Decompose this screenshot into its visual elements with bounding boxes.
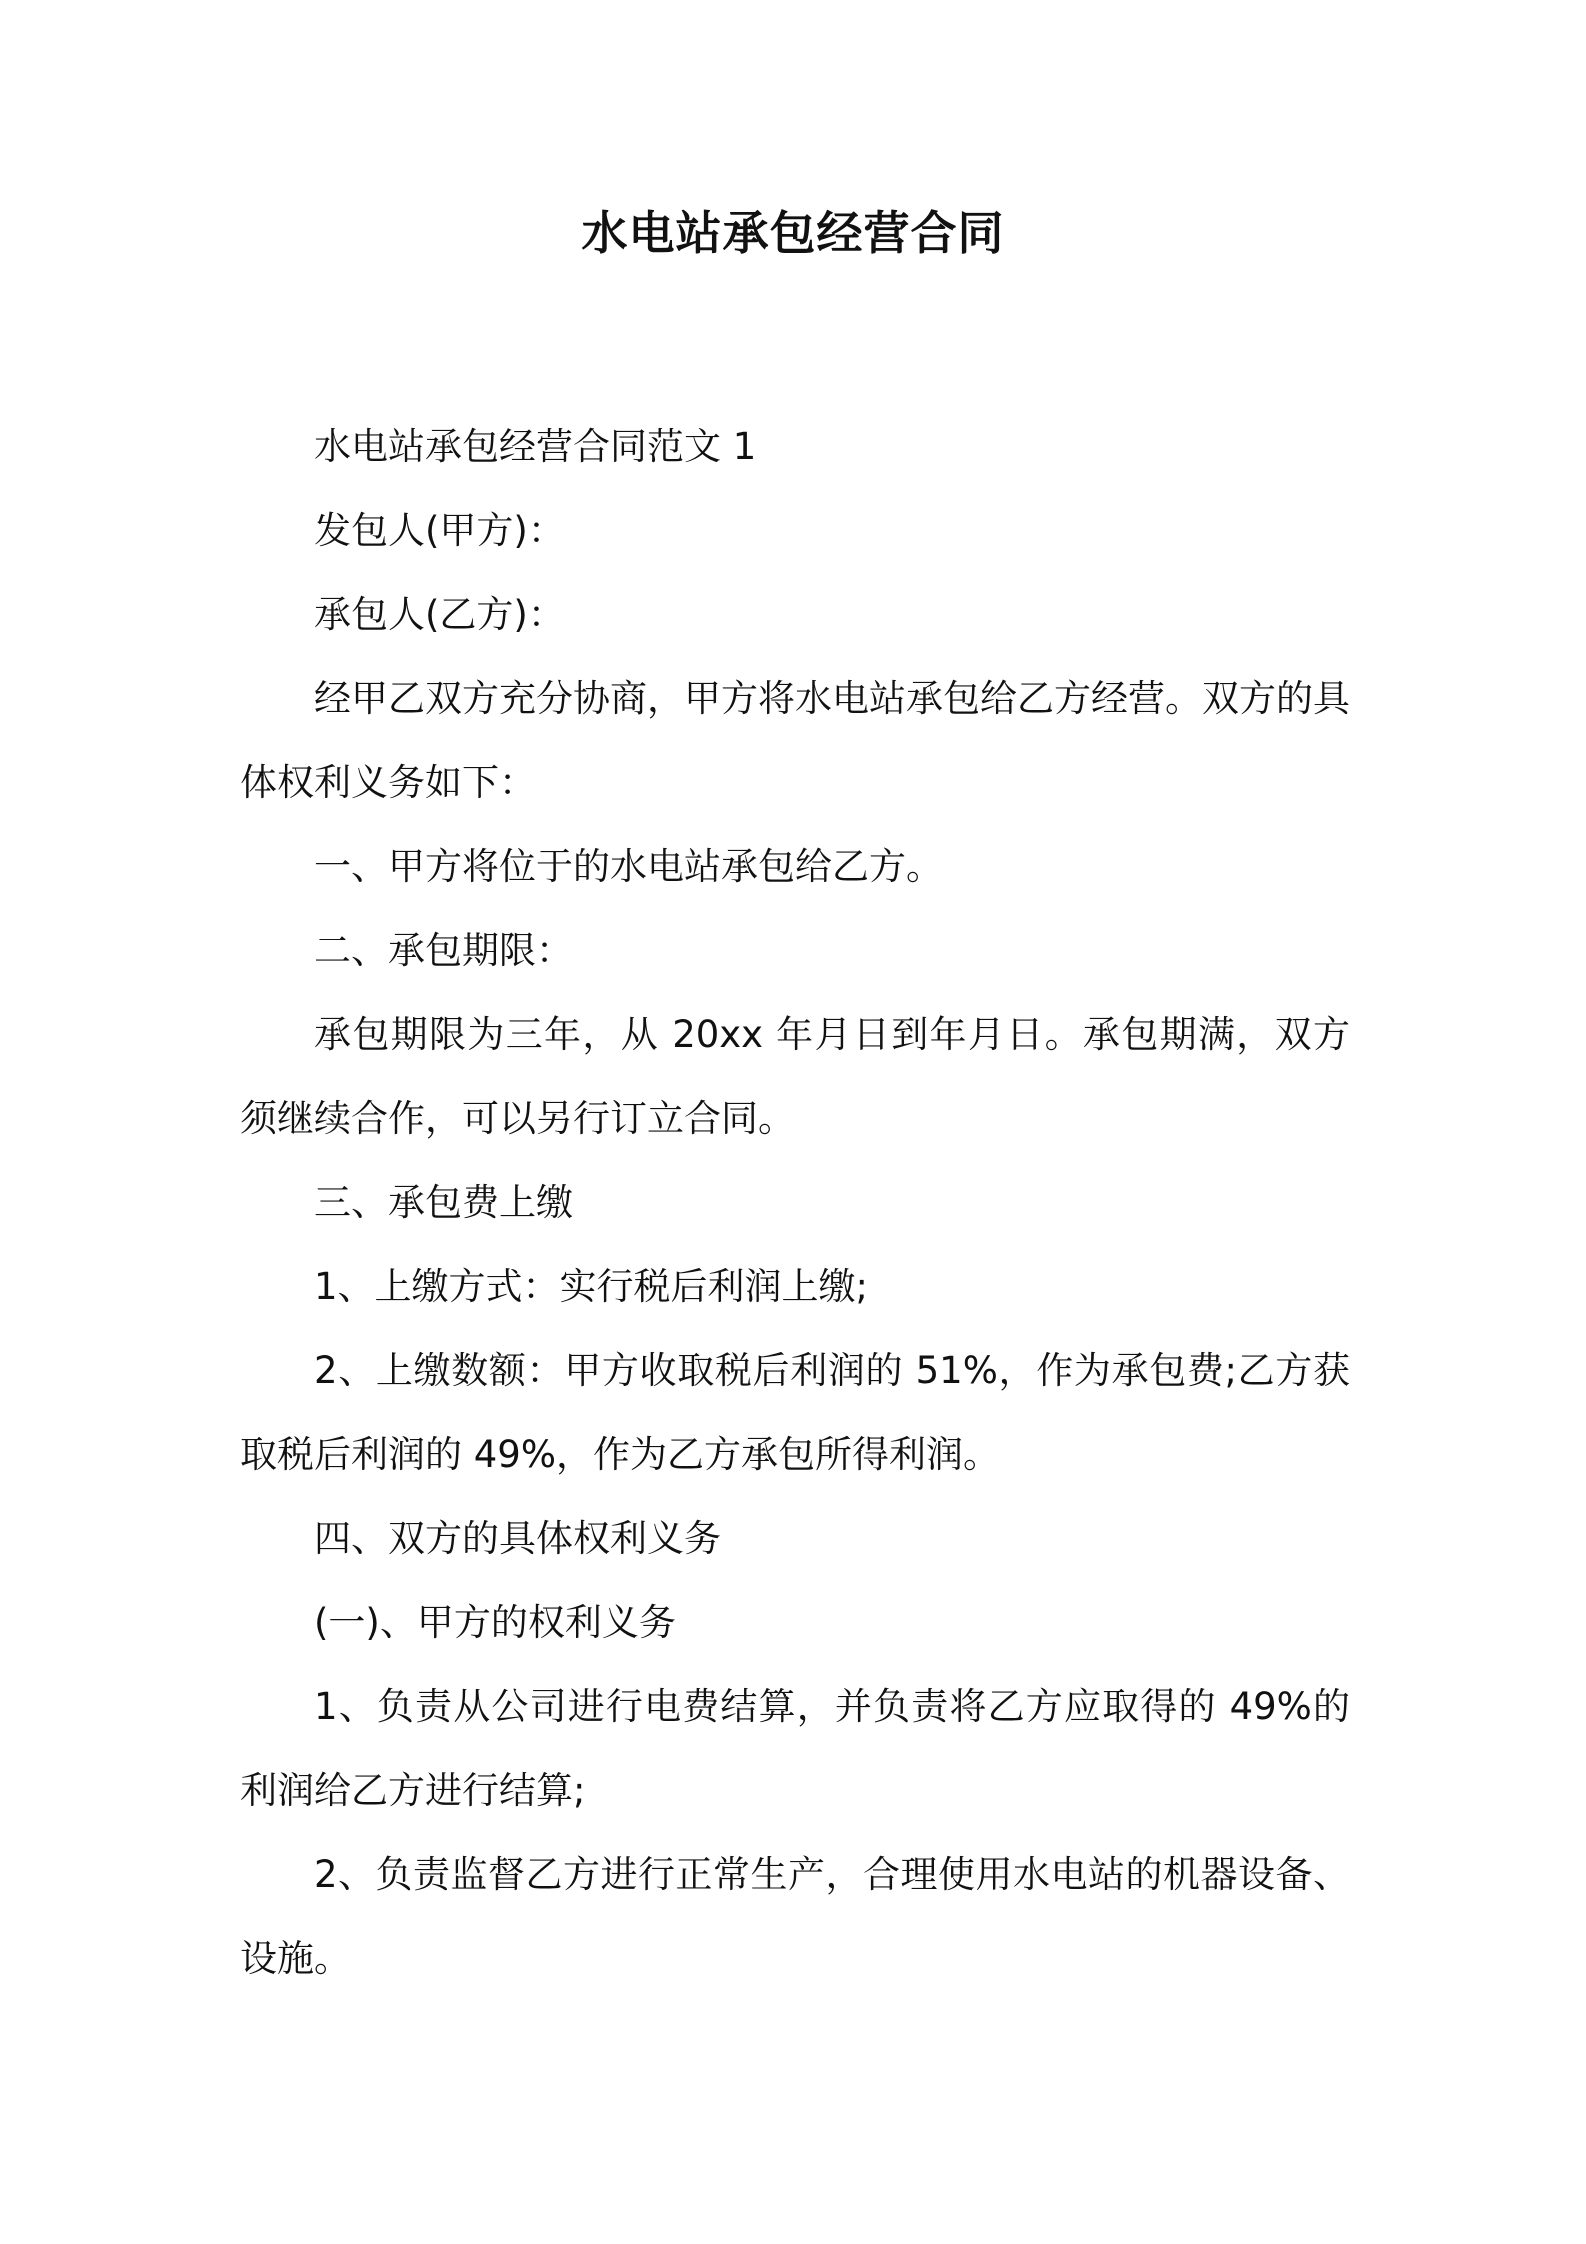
paragraph-party-a-right-2: 2、负责监督乙方进行正常生产，合理使用水电站的机器设备、设施。: [240, 1853, 1350, 1980]
document-body: [240, 405, 1350, 2001]
paragraph-template-heading: 水电站承包经营合同范文 1: [314, 425, 757, 468]
paragraph-party-a: 发包人(甲方)：: [314, 509, 565, 552]
paragraph-section-4-heading: 四、双方的具体权利义务: [314, 1517, 721, 1560]
paragraph-party-a-right-1: 1、负责从公司进行电费结算，并负责将乙方应取得的 49%的利润给乙方进行结算;: [240, 1685, 1350, 1812]
document-title: 水电站承包经营合同: [581, 206, 1005, 260]
paragraph-term: 承包期限为三年，从 20xx 年月日到年月日。承包期满，双方须继续合作，可以另行订立合同。: [240, 1013, 1350, 1140]
paragraph-section-3-heading: 三、承包费上缴: [314, 1181, 573, 1224]
paragraph-intro: 经甲乙双方充分协商，甲方将水电站承包给乙方经营。双方的具体权利义务如下：: [240, 677, 1350, 804]
paragraph-payment-method: 1、上缴方式：实行税后利润上缴;: [314, 1265, 869, 1308]
paragraph-party-b: 承包人(乙方)：: [314, 593, 565, 636]
paragraph-payment-amount: 2、上缴数额：甲方收取税后利润的 51%，作为承包费;乙方获取税后利润的 49%，作为乙方承包所得利润。: [240, 1349, 1350, 1476]
paragraph-section-1: 一、甲方将位于的水电站承包给乙方。: [314, 845, 943, 888]
paragraph-party-a-rights-heading: (一)、甲方的权利义务: [314, 1601, 676, 1644]
paragraph-section-2-heading: 二、承包期限：: [314, 929, 573, 972]
